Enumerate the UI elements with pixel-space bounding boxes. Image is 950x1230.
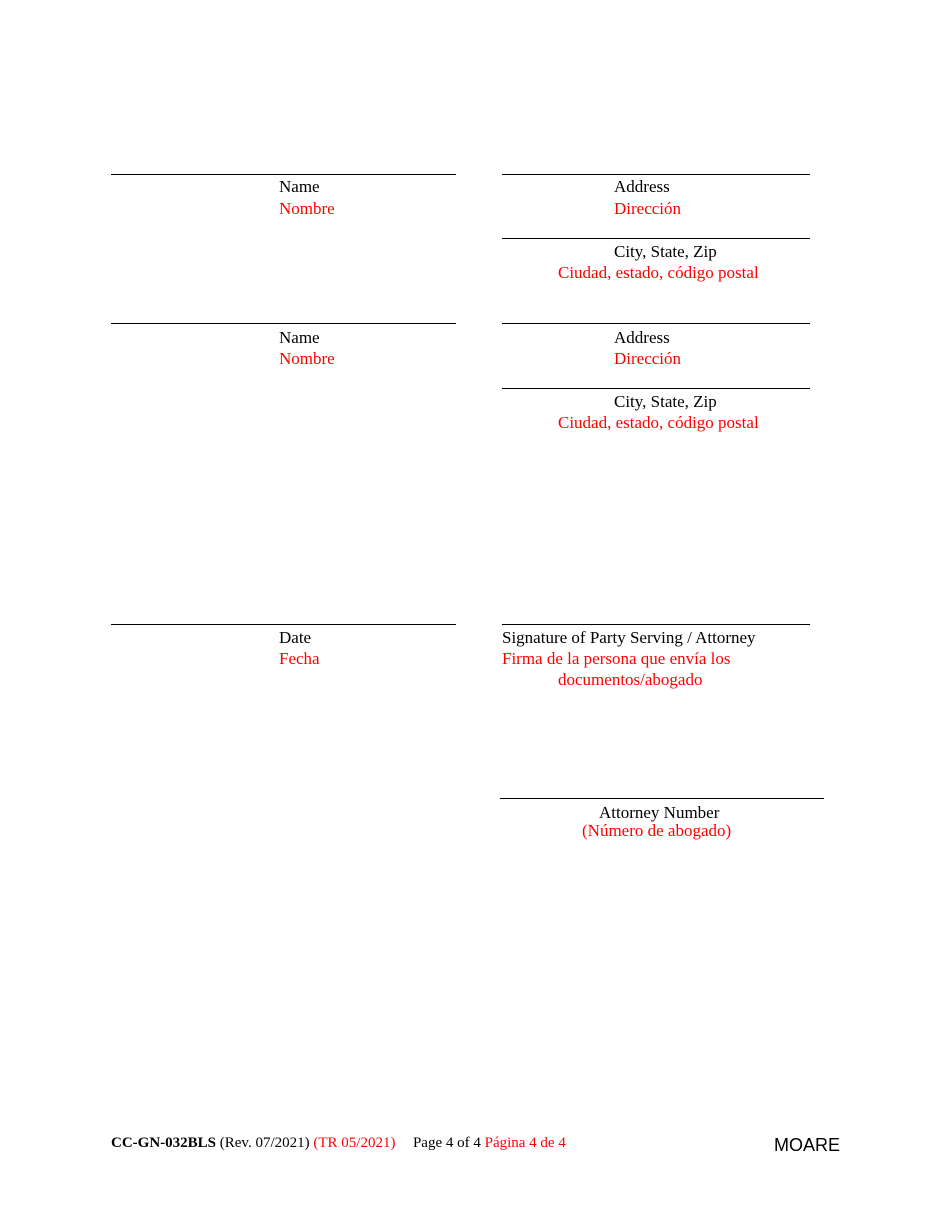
name-label-2: Name	[279, 328, 320, 347]
attorney-number-label: Attorney Number	[599, 803, 720, 822]
signature-label: Signature of Party Serving / Attorney	[502, 628, 756, 647]
city-state-zip-line-1[interactable]	[502, 238, 810, 239]
name-label-1: Name	[279, 177, 320, 196]
address-label-es-2: Dirección	[614, 349, 682, 368]
name-signature-line-1[interactable]	[111, 174, 456, 175]
address-line-2[interactable]	[502, 323, 810, 324]
form-code: CC-GN-032BLS	[111, 1135, 217, 1151]
page-number: Page 4 of 4	[412, 1135, 481, 1151]
attorney-number-line[interactable]	[500, 798, 824, 799]
city-state-zip-line-2[interactable]	[502, 388, 810, 389]
name-label-es-1: Nombre	[279, 199, 335, 218]
date-label-es: Fecha	[279, 649, 320, 668]
city-state-zip-label-es-1: Ciudad, estado, código postal	[558, 263, 759, 282]
corner-code: MOARE	[774, 1135, 841, 1155]
signature-line[interactable]	[502, 624, 810, 625]
date-label: Date	[279, 628, 312, 647]
date-line[interactable]	[111, 624, 456, 625]
address-label-2: Address	[614, 328, 670, 347]
city-state-zip-label-2: City, State, Zip	[614, 392, 717, 411]
page-number-es: Página 4 de 4	[484, 1135, 566, 1151]
attorney-number-label-es: (Número de abogado)	[582, 821, 732, 840]
signature-label-es-line2: documentos/abogado	[558, 670, 703, 689]
city-state-zip-label-1: City, State, Zip	[614, 242, 717, 261]
address-line-1[interactable]	[502, 174, 810, 175]
address-label-es-1: Dirección	[614, 199, 682, 218]
city-state-zip-label-es-2: Ciudad, estado, código postal	[558, 413, 759, 432]
form-footer	[111, 1134, 566, 1152]
form-revision: (Rev. 07/2021)	[219, 1135, 310, 1151]
name-label-es-2: Nombre	[279, 349, 335, 368]
signature-label-es-line1: Firma de la persona que envía los	[502, 649, 731, 668]
name-signature-line-2[interactable]	[111, 323, 456, 324]
form-translation: (TR 05/2021)	[313, 1135, 396, 1151]
address-label-1: Address	[614, 177, 670, 196]
